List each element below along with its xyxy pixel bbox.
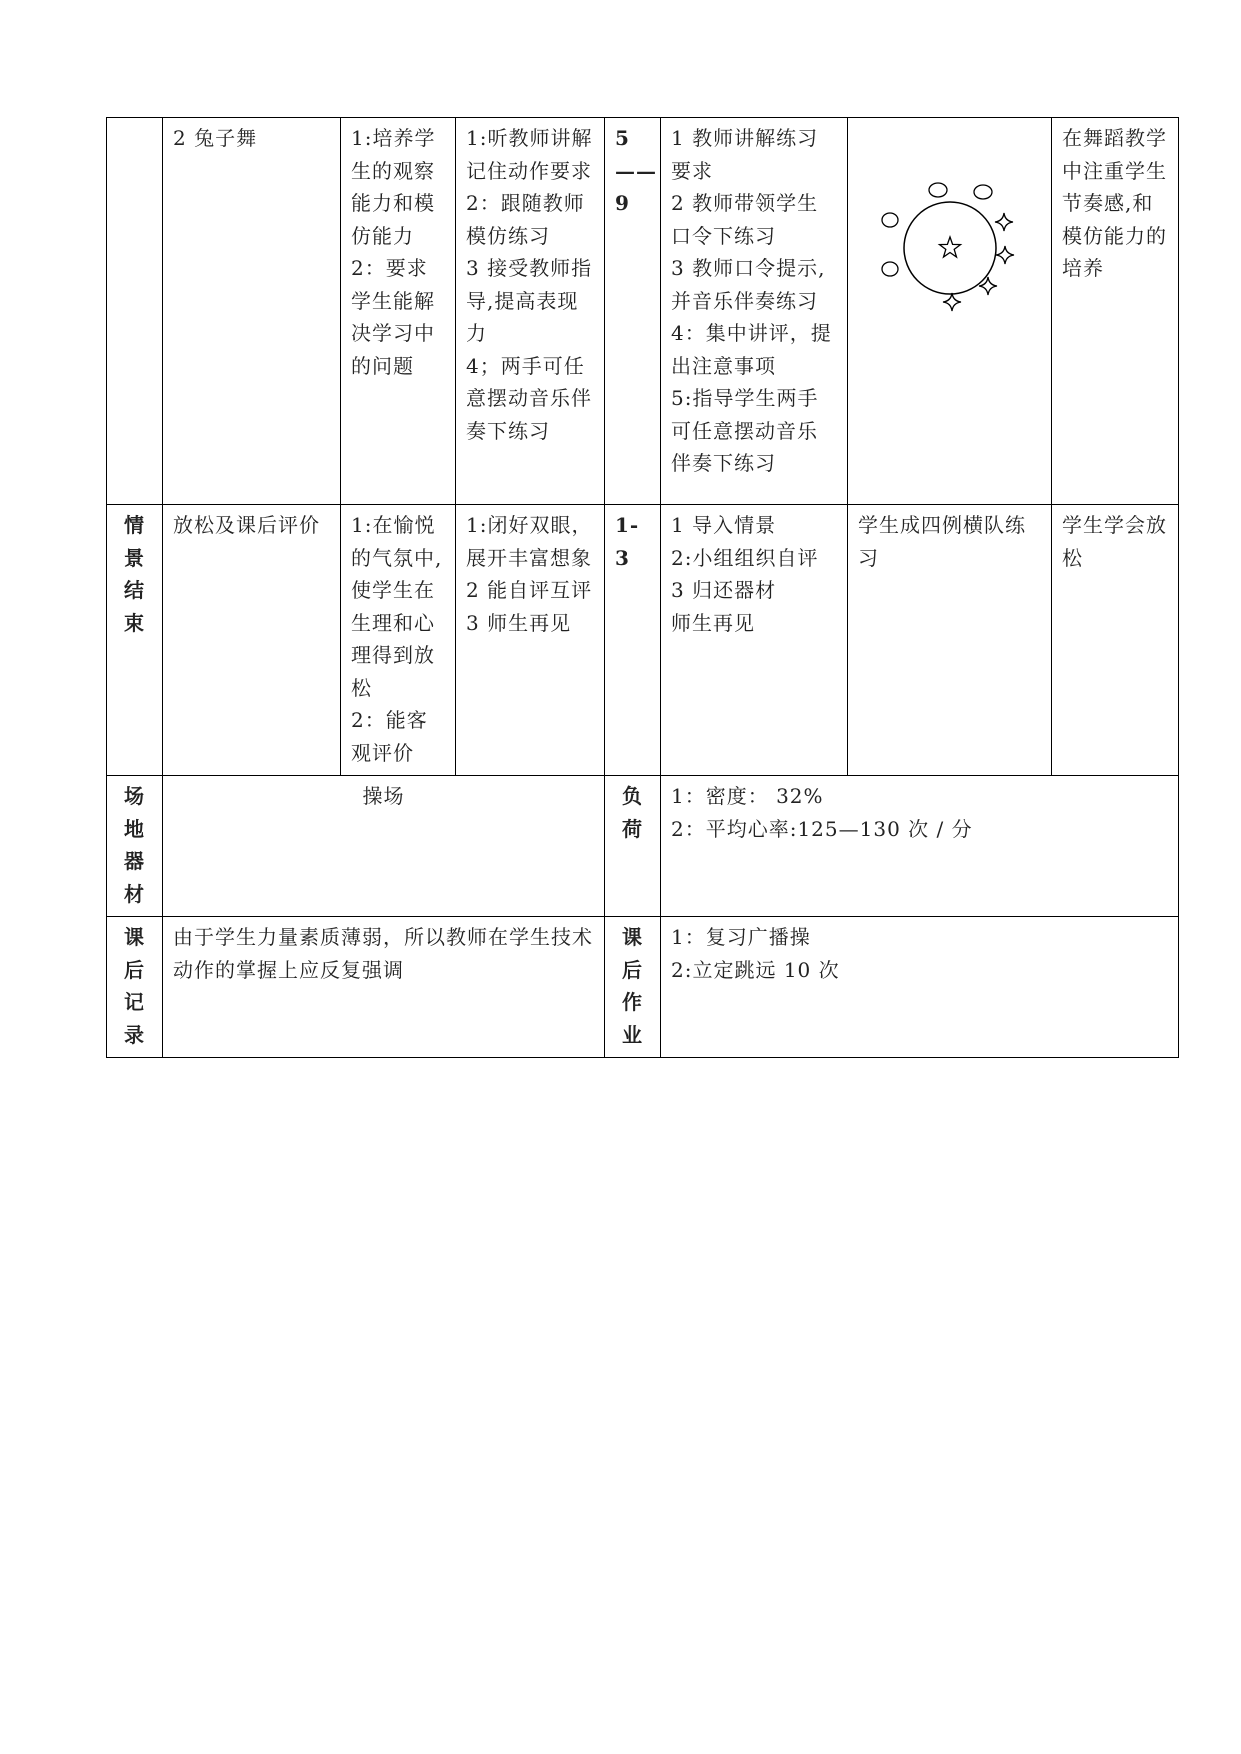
content-cell: 放松及课后评价 (163, 505, 341, 776)
homework-cell (661, 917, 1179, 1058)
record-value: 由于学生力量素质薄弱，所以教师在学生技术动作的掌握上应反复强调 (163, 917, 605, 1058)
goal-item: 1:培养学生的观察能力和模仿能力 (351, 126, 436, 248)
content-cell: 2 兔子舞 (163, 118, 341, 505)
teacher-activity-cell (661, 118, 848, 505)
student-activity-cell (456, 505, 605, 776)
student-activity-item: 4；两手可任意摆动音乐伴奏下练习 (466, 353, 592, 443)
teacher-activity-cell (661, 505, 848, 776)
teacher-activity-item: 2 教师带领学生口令下练习 (671, 191, 819, 248)
time-cell: 5——9 (605, 118, 661, 505)
organization-cell: 学生成四例横队练习 (848, 505, 1052, 776)
student-activity-cell (456, 118, 605, 505)
row-ending (107, 505, 1179, 776)
load-cell (661, 776, 1179, 917)
student-activity-item: 3 接受教师指导,提高表现力 (466, 256, 593, 345)
goal-item: 1:在愉悦的气氛中,使学生在生理和心理得到放松 (351, 513, 443, 700)
lesson-plan-table (106, 117, 1179, 1058)
circle-formation-diagram (880, 178, 1020, 318)
teacher-activity-item: 1 教师讲解练习要求 (671, 126, 819, 183)
student-activity-item: 1:听教师讲解记住动作要求 (466, 126, 593, 183)
homework-item: 2:立定跳远 10 次 (671, 957, 840, 982)
teacher-activity-item: 1 导入情景 (671, 513, 777, 537)
organization-cell (848, 118, 1052, 505)
section-label-record: 课 后 记 录 (107, 917, 163, 1058)
student-sparkle-icon (996, 246, 1014, 264)
load-density: 1：密度： 32% (671, 784, 824, 808)
formation-circle (904, 202, 996, 294)
teacher-activity-item: 2:小组组织自评 (671, 545, 819, 570)
student-oval-icon (882, 262, 898, 276)
goals-cell (341, 118, 456, 505)
student-sparkle-icon (979, 277, 997, 295)
student-sparkle-icon (943, 293, 961, 311)
teacher-star-icon (939, 237, 960, 257)
goal-item: 2：要求学生能解决学习中的问题 (351, 256, 435, 378)
venue-value: 操场 (163, 776, 605, 917)
goals-cell (341, 505, 456, 776)
student-oval-icon (974, 185, 992, 199)
section-label-ending: 情 景 结 束 (107, 505, 163, 776)
student-activity-item: 2：跟随教师模仿练习 (466, 191, 585, 248)
homework-label: 课 后 作 业 (605, 917, 661, 1058)
row-record (107, 917, 1179, 1058)
homework-item: 1：复习广播操 (671, 925, 811, 949)
load-heart-rate: 2：平均心率:125—130 次 / 分 (671, 816, 973, 841)
section-label-venue: 场 地 器 材 (107, 776, 163, 917)
teacher-activity-item: 3 教师口令提示,并音乐伴奏练习 (671, 256, 826, 313)
student-oval-icon (882, 213, 898, 227)
row-venue (107, 776, 1179, 917)
teacher-activity-item: 3 归还器材 (671, 578, 777, 602)
teacher-activity-item: 师生再见 (671, 610, 755, 635)
student-sparkle-icon (995, 213, 1013, 231)
goal-item: 2：能客观评价 (351, 708, 428, 765)
student-activity-item: 1:闭好双眼，展开丰富想象 (466, 513, 593, 570)
row-dance (107, 118, 1179, 505)
time-cell: 1-3 (605, 505, 661, 776)
load-label: 负 荷 (605, 776, 661, 917)
note-cell: 学生学会放松 (1052, 505, 1179, 776)
teacher-activity-item: 5:指导学生两手可任意摆动音乐伴奏下练习 (671, 386, 819, 475)
student-activity-item: 3 师生再见 (466, 610, 572, 635)
student-activity-item: 2 能自评互评 (466, 578, 593, 602)
section-label-cell (107, 118, 163, 505)
teacher-activity-item: 4：集中讲评，提出注意事项 (671, 321, 832, 378)
note-cell: 在舞蹈教学中注重学生节奏感,和模仿能力的培养 (1052, 118, 1179, 505)
student-oval-icon (929, 183, 947, 197)
